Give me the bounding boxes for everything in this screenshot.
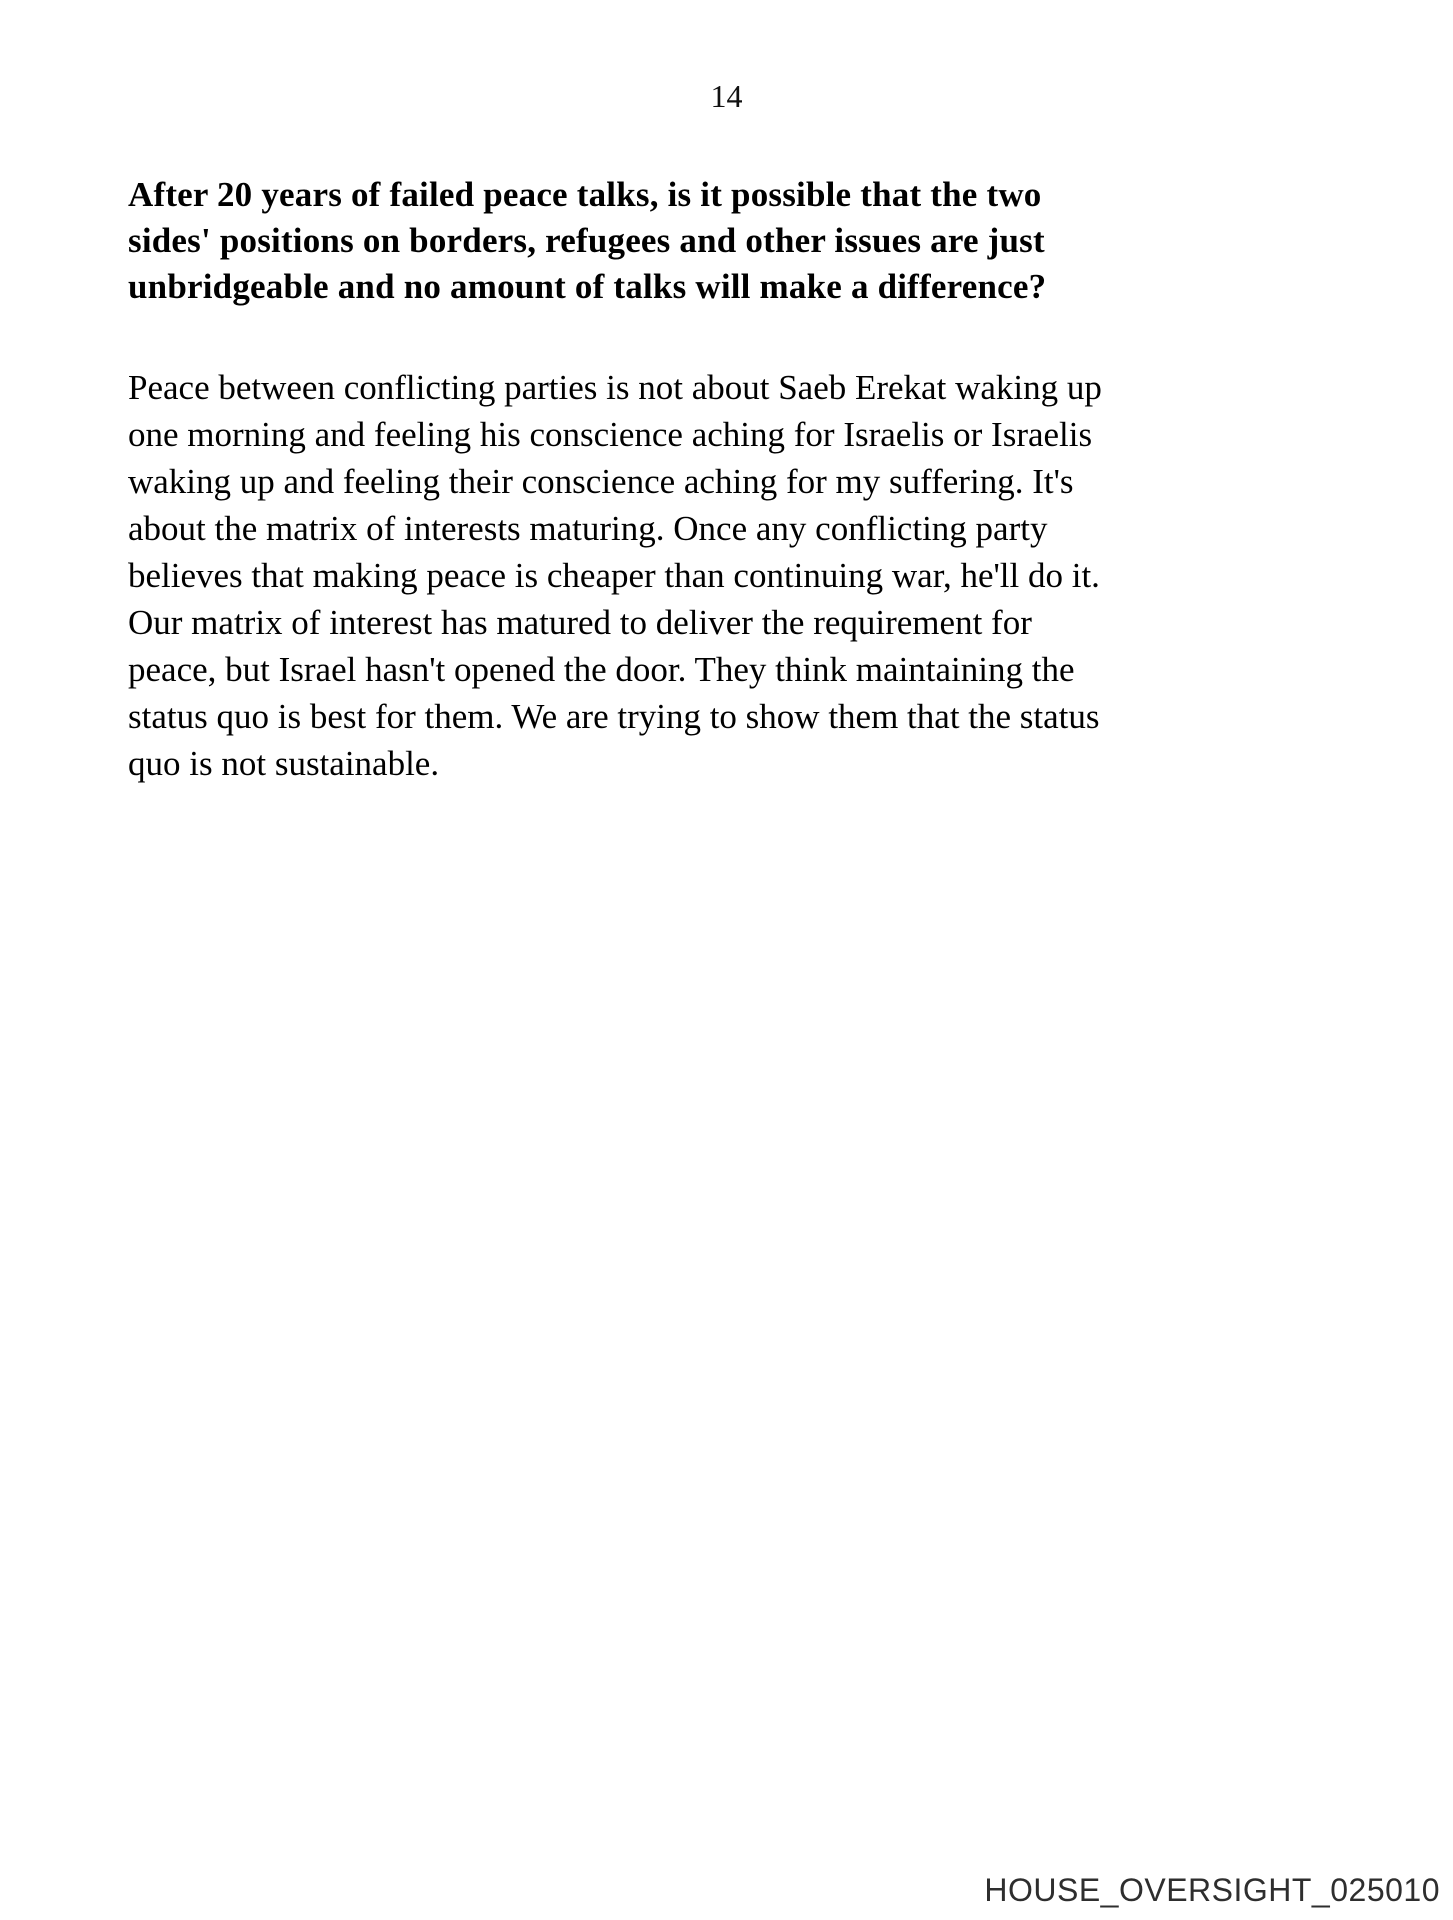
heading-line: sides' positions on borders, refugees and other issues are just bbox=[128, 221, 1045, 260]
paragraph-line: status quo is best for them. We are trying to show them that the status bbox=[128, 697, 1100, 736]
answer-paragraph bbox=[128, 364, 1118, 787]
paragraph-line: quo is not sustainable. bbox=[128, 744, 440, 783]
paragraph-line: one morning and feeling his conscience aching for Israelis or Israelis bbox=[128, 415, 1093, 454]
question-heading bbox=[128, 172, 1118, 310]
page-number: 14 bbox=[710, 78, 743, 114]
paragraph-line: Peace between conflicting parties is not about Saeb Erekat waking up bbox=[128, 368, 1102, 407]
paragraph-line: peace, but Israel hasn't opened the door. They think maintaining the bbox=[128, 650, 1075, 689]
page-content bbox=[128, 172, 1118, 787]
paragraph-line: about the matrix of interests maturing. Once any conflicting party bbox=[128, 509, 1048, 548]
heading-line: After 20 years of failed peace talks, is it possible that the two bbox=[128, 175, 1042, 214]
paragraph-line: waking up and feeling their conscience aching for my suffering. It's bbox=[128, 462, 1074, 501]
heading-line: unbridgeable and no amount of talks will make a difference? bbox=[128, 267, 1047, 306]
bates-stamp: HOUSE_OVERSIGHT_025010 bbox=[984, 1872, 1440, 1908]
paragraph-line: Our matrix of interest has matured to deliver the requirement for bbox=[128, 603, 1032, 642]
paragraph-line: believes that making peace is cheaper than continuing war, he'll do it. bbox=[128, 556, 1100, 595]
